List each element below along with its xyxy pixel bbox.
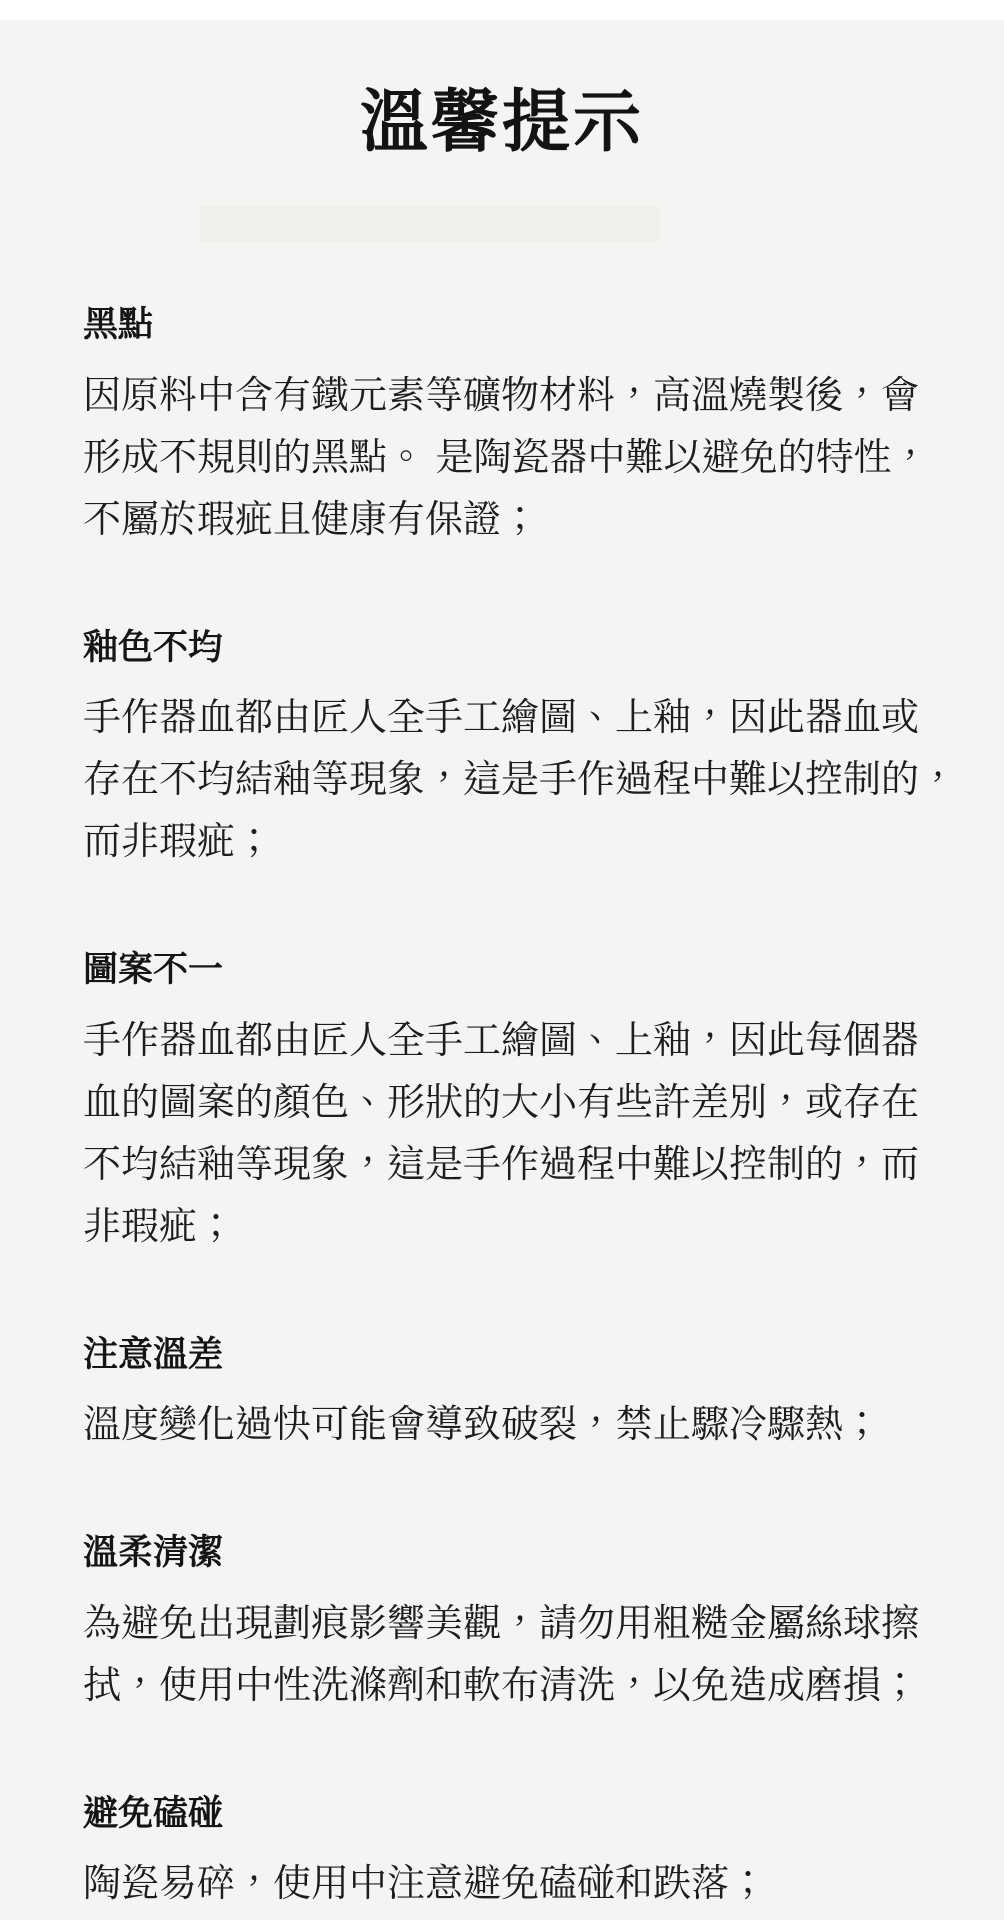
- paragraph-line: 不均結釉等現象，這是手作過程中難以控制的，而: [83, 1143, 920, 1186]
- paragraph-line: 非瑕疵；: [83, 1205, 236, 1248]
- section-lines: [83, 1394, 948, 1456]
- paragraph-line: 而非瑕疵；: [83, 821, 274, 863]
- tip-section: [83, 1795, 948, 1916]
- section-lines: [83, 687, 958, 873]
- title-underline-band: [200, 206, 660, 242]
- section-heading: 圖案不一: [83, 950, 224, 989]
- paragraph-line: 溫度變化過快可能會導致破裂，禁止驟冷驟熱；: [83, 1404, 882, 1446]
- section-heading: 溫柔清潔: [83, 1533, 224, 1572]
- section-lines: [83, 1010, 948, 1258]
- paragraph-line: 存在不均結釉等現象，這是手作過程中難以控制的，: [83, 759, 958, 801]
- section-heading: 黑點: [83, 305, 154, 344]
- section-lines: [83, 365, 948, 551]
- tip-section: [83, 1336, 948, 1457]
- section-heading: 釉色不均: [83, 627, 224, 667]
- paragraph-line: 為避免出現劃痕影響美觀，請勿用粗糙金屬絲球擦: [83, 1602, 920, 1645]
- paragraph-line: 手作器血都由匠人全手工繪圖、上釉，因此每個器: [83, 1019, 920, 1062]
- paragraph-line: 拭，使用中性洗滌劑和軟布清洗，以免造成磨損；: [83, 1664, 920, 1707]
- paragraph-line: 形成不規則的黑點。 是陶瓷器中難以避免的特性，: [83, 436, 930, 479]
- section-lines: [83, 1853, 948, 1915]
- section-heading: 注意溫差: [83, 1334, 224, 1374]
- paragraph-line: 因原料中含有鐵元素等礦物材料，高溫燒製後，會: [83, 374, 920, 417]
- paragraph-line: 陶瓷易碎，使用中注意避免磕碰和跌落；: [83, 1863, 768, 1905]
- section-heading: 避免磕碰: [83, 1793, 224, 1833]
- paragraph-line: 不屬於瑕疵且健康有保證；: [83, 498, 540, 541]
- tips-content: [0, 242, 1004, 1915]
- top-white-strip: [0, 0, 1004, 20]
- tip-section: [83, 951, 948, 1258]
- tip-section: [83, 1534, 948, 1717]
- paragraph-line: 手作器血都由匠人全手工繪圖、上釉，因此器血或: [83, 697, 920, 739]
- tip-section: [83, 627, 958, 874]
- paragraph-line: 血的圖案的顏色、形狀的大小有些許差別，或存在: [83, 1081, 920, 1124]
- page-title: 溫馨提示: [359, 84, 644, 160]
- tip-section: [83, 306, 948, 551]
- section-lines: [83, 1593, 948, 1717]
